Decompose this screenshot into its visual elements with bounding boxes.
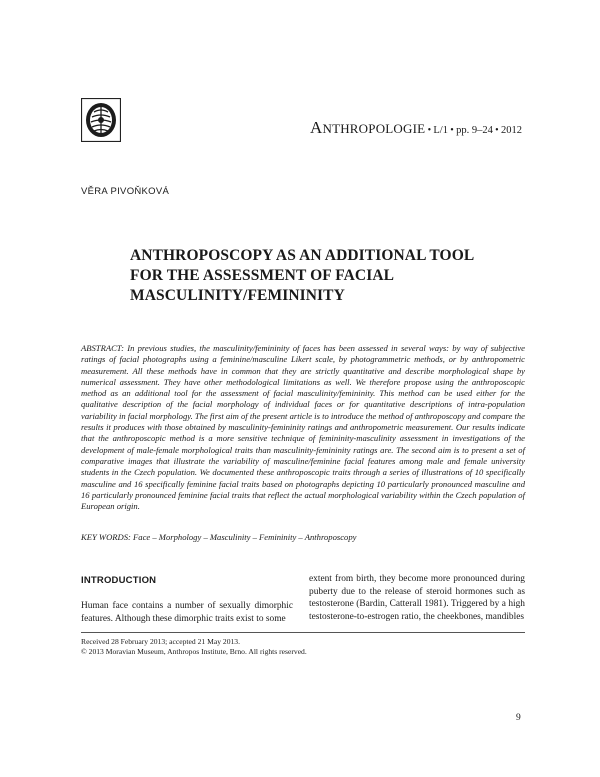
footnote (81, 637, 307, 658)
author-name: VĚRA PIVOŇKOVÁ (81, 186, 170, 197)
anthropos-institute-logo-icon (81, 98, 121, 142)
journal-name: ANTHROPOLOGIE (310, 118, 426, 137)
keywords: KEY WORDS: Face – Morphology – Masculinity – Femininity – Anthroposcopy (81, 532, 357, 542)
separator-dot: • (450, 125, 454, 136)
journal-header (310, 118, 522, 137)
page-number: 9 (516, 713, 521, 723)
journal-year: 2012 (500, 125, 522, 136)
journal-pages: pp. 9–24 (456, 125, 493, 136)
journal-volume: L/1 (433, 125, 448, 136)
section-heading-introduction: INTRODUCTION (81, 575, 157, 586)
article-title (130, 246, 550, 306)
body-text-left-column: Human face contains a number of sexually dimorphic features. Although these dimorphic traits exist to some (81, 601, 293, 624)
footnote-divider (81, 632, 525, 633)
received-dates: Received 28 February 2013; accepted 21 May 2013. (81, 637, 240, 646)
copyright-notice: © 2013 Moravian Museum, Anthropos Institute, Brno. All rights reserved. (81, 647, 307, 657)
title-line: ANTHROPOSCOPY AS AN ADDITIONAL TOOL (130, 247, 475, 264)
body-text-right-column: extent from birth, they become more pronounced during puberty due to the release of steroid hormones such as testosterone (Bardin, Catterall 1981). Triggered by a high testosterone-to-estrogen ratio, the cheekbones, mandibles (309, 574, 525, 622)
title-line: MASCULINITY/FEMININITY (130, 287, 345, 304)
separator-dot: • (495, 125, 499, 136)
separator-dot: • (427, 125, 432, 136)
title-line: FOR THE ASSESSMENT OF FACIAL (130, 267, 395, 284)
abstract: ABSTRACT: In previous studies, the masculinity/femininity of faces has been assessed in several ways: by way of subjective ratings of facial photographs using a feminine/masculine Likert scale, by photogrammetric methods, or by anthropometric measurement. All these methods have in common that they are strictly quantitative and describe morphological shape by numerical assessment. They have other methodological limitations as well. We therefore propose using the anthroposcopic method as an additional tool for the assessment of facial masculinity/femininity. This method can be used either for the qualitative description of the facial morphology of individual faces or for quantitative descriptions of intra-population variability in facial morphology. The first aim of the present article is to introduce the method of anthroposcopy and compare the results it produces with those obtained by masculinity-femininity ratings and anthropometric measurement. Our results indicate that the anthroposcopic method is a more sensitive technique of femininity-masculinity assessment in investigations of the development of male-female morphological traits than masculinity-femininity ratings are. The second aim is to present a set of comparative images that illustrate the variability of masculine/feminine facial features among male and female university students in the Czech population. We documented these anthroposcopic traits through a series of illustrations of 10 specifically masculine and 16 specifically feminine facial traits based on photographs depicting 10 particularly pronounced masculine and 16 particularly pronounced feminine facial traits that reflect the actual morphological variability within the Czech population of European origin. (81, 343, 525, 512)
